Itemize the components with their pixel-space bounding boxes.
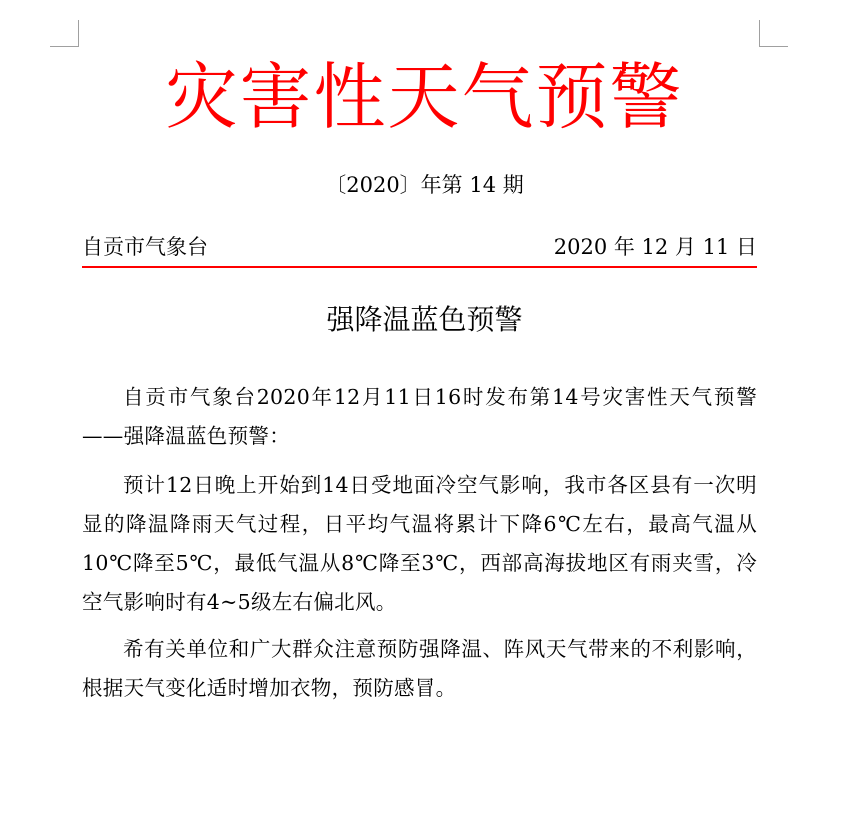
document-header-row [82, 232, 757, 264]
body-paragraph-2: 预计12日晚上开始到14日受地面冷空气影响，我市各区县有一次明显的降温降雨天气过程，日平均气温将累计下降6℃左右，最高气温从10℃降至5℃，最低气温从8℃降至3℃，西部高海拔地区有雨夹雪，冷空气影响时有4~5级左右偏北风。 [82, 473, 757, 614]
document-title: 灾害性天气预警 [165, 55, 684, 139]
issuer-name: 自贡市气象台 [82, 235, 208, 259]
warning-subtitle: 强降温蓝色预警 [326, 303, 523, 336]
page-corner-mark-top-left [50, 20, 79, 47]
issue-number: 〔2020〕年第 14 期 [325, 173, 524, 197]
body-paragraph-3: 希有关单位和广大群众注意预防强降温、阵风天气带来的不利影响，根据天气变化适时增加衣物，预防感冒。 [82, 637, 757, 700]
body-paragraph-1: 自贡市气象台2020年12月11日16时发布第14号灾害性天气预警——强降温蓝色预警： [82, 385, 757, 448]
issue-date: 2020 年 12 月 11 日 [553, 235, 757, 259]
warning-body [82, 378, 757, 718]
page-corner-mark-top-right [759, 20, 788, 47]
red-divider-line [82, 266, 757, 268]
